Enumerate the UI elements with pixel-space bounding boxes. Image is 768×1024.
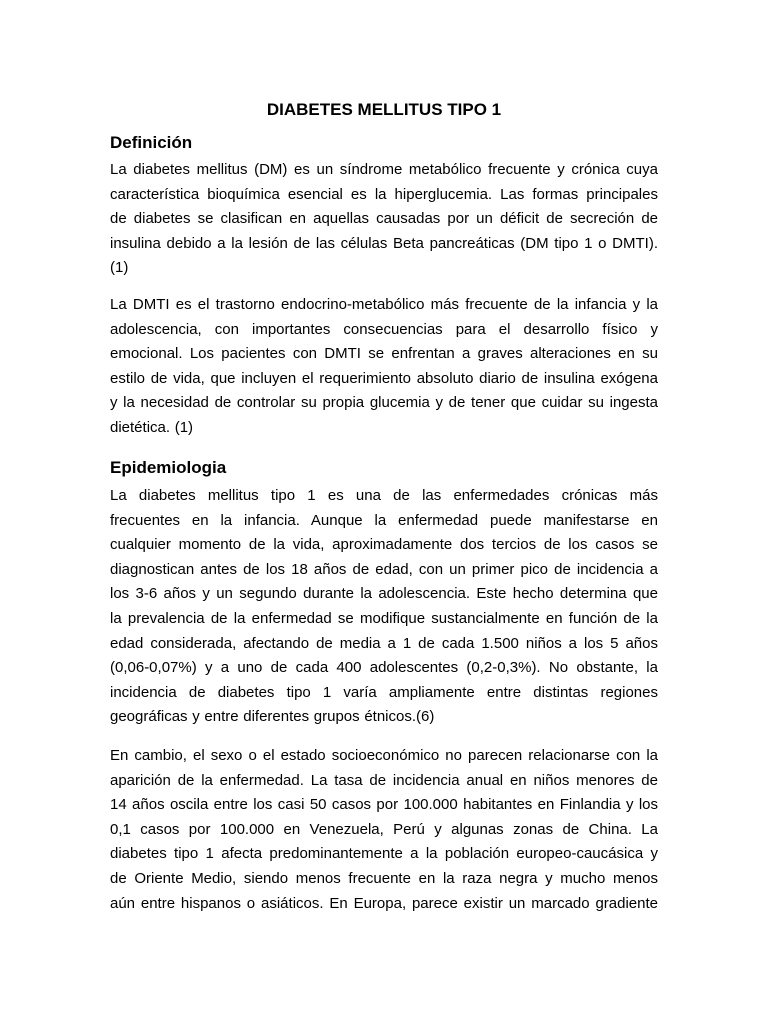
text-line: y la necesidad de controlar su propia glucemia y de tener que cuidar su ingesta [110,394,658,412]
paragraph-definicion-2 [110,293,658,441]
paragraph-epidemiologia-1 [110,484,658,730]
paragraph-epidemiologia-2 [110,744,658,916]
text-line: dietética. (1) [110,418,194,436]
text-line: de diabetes se clasifican en aquellas causadas por un déficit de secreción de [110,210,658,228]
text-line: estilo de vida, que incluyen el requerimiento absoluto diario de insulina exógena [110,369,658,387]
section-heading-definicion: Definición [110,133,193,152]
text-line: La diabetes mellitus (DM) es un síndrome metabólico frecuente y crónica cuya [110,161,658,178]
text-line: aparición de la enfermedad. La tasa de incidencia anual en niños menores de [110,771,658,789]
text-line: adolescencia, con importantes consecuencias para el desarrollo físico y [110,320,658,338]
text-line: insulina debido a la lesión de las células Beta pancreáticas (DM tipo 1 o DMTI). [110,234,658,252]
text-line: 0,1 casos por 100.000 en Venezuela, Perú y algunas zonas de China. La [110,820,658,838]
text-line: diabetes tipo 1 afecta predominantemente a la población europeo-caucásica y [110,845,658,863]
paragraph-definicion-1 [110,158,658,281]
text-line: 14 años oscila entre los casi 50 casos por 100.000 habitantes en Finlandia y los [110,796,658,814]
text-line: los 3-6 años y un segundo durante la adolescencia. Este hecho determina que [110,585,658,603]
text-line: la prevalencia de la enfermedad se modifique sustancialmente en función de la [110,609,658,627]
text-line: edad considerada, afectando de media a 1 de cada 1.500 niños a los 5 años [110,634,658,652]
text-line: de Oriente Medio, siendo menos frecuente en la raza negra y mucho menos [110,869,658,887]
text-line: aún entre hispanos o asiáticos. En Europa, parece existir un marcado gradiente [110,894,658,912]
text-line: En cambio, el sexo o el estado socioeconómico no parecen relacionarse con la [110,747,658,764]
text-line: característica bioquímica esencial es la hiperglucemia. Las formas principales [110,185,658,203]
text-line: frecuentes en la infancia. Aunque la enfermedad puede manifestarse en [110,511,658,529]
text-line: (1) [110,259,129,277]
text-line: diagnostican antes de los 18 años de edad, con un primer pico de incidencia a [110,560,658,578]
text-line: incidencia de diabetes tipo 1 varía ampliamente entre distintas regiones [110,683,658,701]
text-line: emocional. Los pacientes con DMTI se enfrentan a graves alteraciones en su [110,345,658,363]
text-line: La diabetes mellitus tipo 1 es una de las enfermedades crónicas más [110,487,658,504]
text-line: (0,06-0,07%) y a uno de cada 400 adolescentes (0,2-0,3%). No obstante, la [110,659,658,677]
text-line: La DMTI es el trastorno endocrino-metabólico más frecuente de la infancia y la [110,296,658,313]
text-line: geográficas y entre diferentes grupos étnicos.(6) [110,708,435,726]
section-heading-epidemiologia: Epidemiologia [110,458,227,477]
text-line: cualquier momento de la vida, aproximadamente dos tercios de los casos se [110,536,658,554]
document-title: DIABETES MELLITUS TIPO 1 [266,100,502,119]
